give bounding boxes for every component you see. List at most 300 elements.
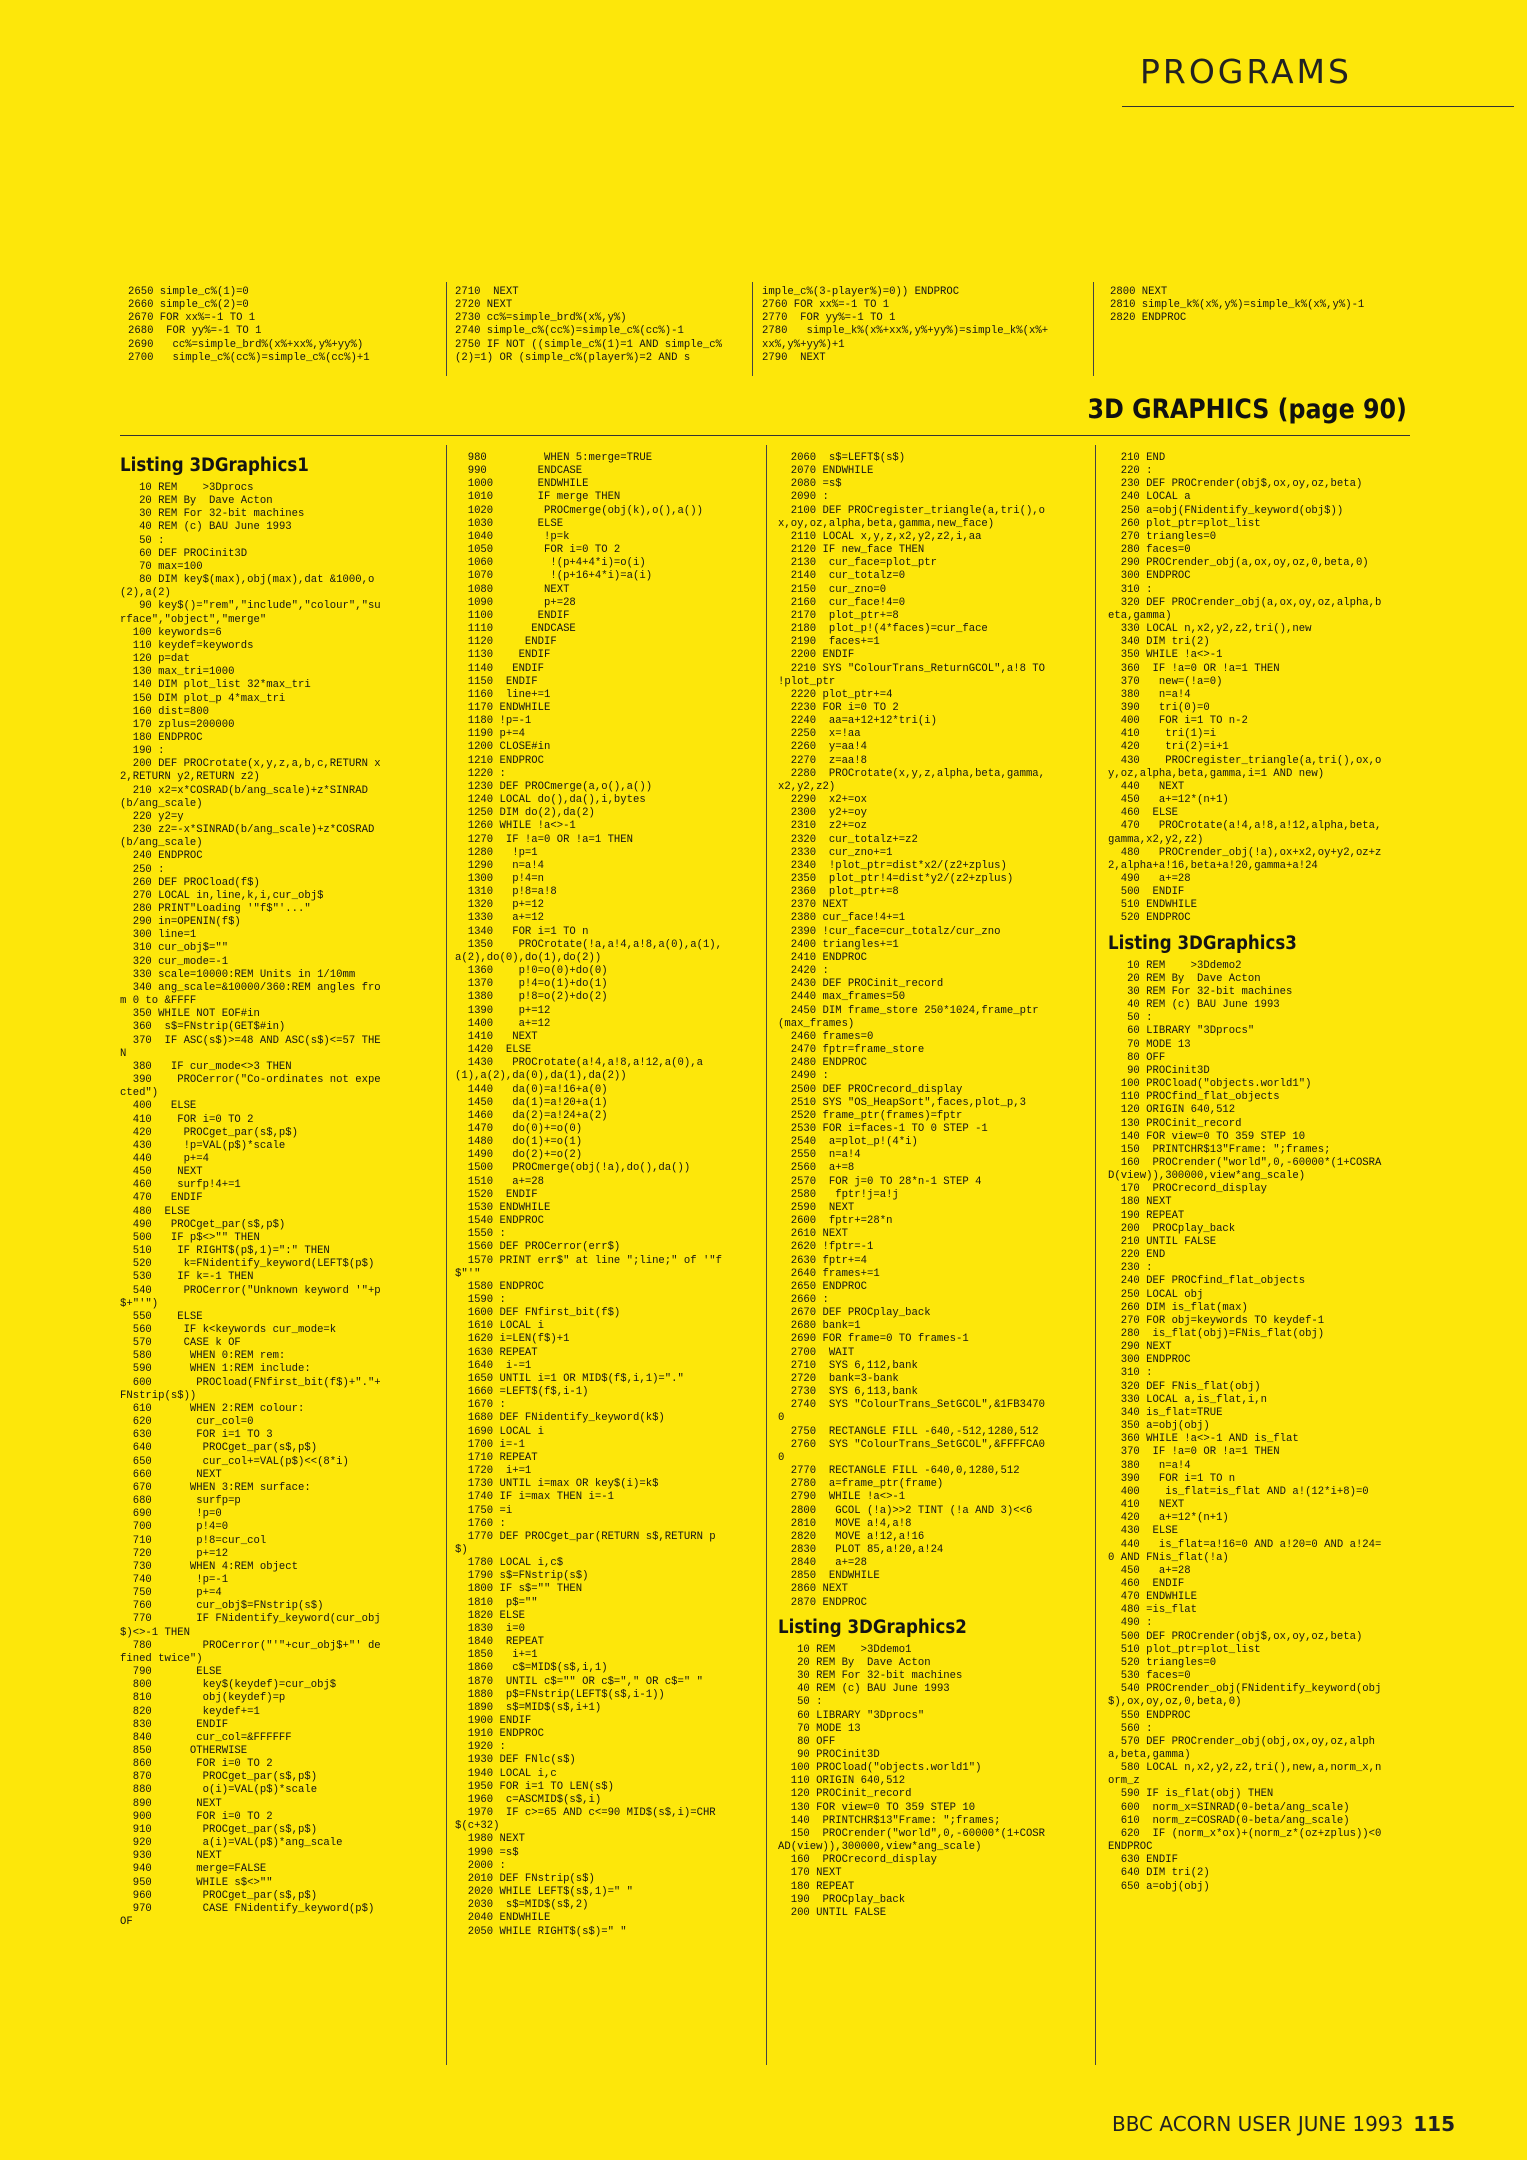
code-line: 2820 MOVE a!12,a!16 [778,1530,925,1543]
code-line: 140 PRINTCHR$13"Frame: ";frames; [778,1814,1001,1827]
code-line: 530 IF k=-1 THEN [120,1271,254,1284]
code-line: 1750 =i [455,1504,513,1517]
code-line: 1070 !(p+16+4*i)=a(i) [455,570,653,583]
code-line: 90 PROCinit3D [778,1749,880,1761]
section-divider [120,435,1410,436]
code-line: 180 NEXT [1108,1196,1172,1209]
code-line: 590 IF is_flat(obj) THEN [1108,1788,1274,1801]
header-rule [1122,106,1514,107]
code-line: 760 cur_obj$=FNstrip(s$) [120,1600,324,1613]
code-line: 1530 ENDWHILE [455,1201,551,1214]
code-line: 420 tri(2)=i+1 [1108,741,1229,754]
code-line: 460 ENDIF [1108,1577,1185,1590]
code-line: 2240 aa=a+12+12*tri(i) [778,715,937,728]
code-line: 1160 line+=1 [455,688,551,701]
code-line: 2290 x2+=ox [778,794,868,807]
code-line: 1980 NEXT [455,1833,525,1846]
code-line: 1490 do(2)+=o(2) [455,1149,583,1162]
code-line: 200 UNTIL FALSE [778,1906,887,1919]
code-line: 590 WHEN 1:REM include: [120,1363,311,1376]
code-line: 350 a=obj(obj) [1108,1420,1210,1433]
code-line: 1740 IF i=max THEN i=-1 [455,1491,614,1504]
code-line: 1510 a+=28 [455,1175,545,1188]
code-line: 290 in=OPENIN(f$) [120,916,241,929]
code-line: 2160 cur_face!4=0 [778,596,906,609]
code-line: 860 FOR i=0 TO 2 [120,1758,273,1771]
code-line: 30 REM For 32-bit machines [778,1670,963,1683]
code-line: 620 cur_col=0 [120,1416,254,1429]
code-line: 1200 CLOSE#in [455,741,551,754]
code-line: 800 key$(keydef)=cur_obj$ [120,1679,337,1692]
code-line: 1620 i=LEN(f$)+1 [455,1333,570,1346]
code-line: 240 LOCAL a [1108,491,1191,504]
code-line: 740 !p=-1 [120,1573,229,1586]
code-line: 2170 plot_ptr+=8 [778,609,899,622]
code-line: 1330 a+=12 [455,912,545,925]
code-line: 440 NEXT [1108,780,1185,793]
code-column-4 [1108,452,1388,1894]
code-line: 990 ENDCASE [455,465,583,478]
code-line: 1360 p!0=o(0)+do(0) [455,965,608,978]
code-line: 250 LOCAL obj [1108,1288,1204,1301]
code-line: 880 o(i)=VAL(p$)*scale [120,1784,318,1797]
code-line: 1600 DEF FNfirst_bit(f$) [455,1307,621,1320]
code-line: 1640 i-=1 [455,1359,532,1372]
code-line: 2620 !fptr=-1 [778,1241,874,1254]
code-line: 1940 LOCAL i,c [455,1767,557,1780]
code-line: 380 n=a!4 [1108,1459,1191,1472]
code-line: 1550 : [455,1228,506,1241]
code-line: 1540 ENDPROC [455,1215,545,1228]
code-line: 330 LOCAL a,is_flat,i,n [1108,1393,1267,1406]
code-line: 870 PROCget_par(s$,p$) [120,1771,318,1784]
code-line: 2320 cur_totalz+=z2 [778,833,918,846]
code-line: 2810 MOVE a!4,a!8 [778,1517,912,1530]
code-line: 2140 cur_totalz=0 [778,570,906,583]
code-line: 1960 c=ASCMID$(s$,i) [455,1793,602,1806]
code-line: 630 FOR i=1 TO 3 [120,1429,273,1442]
code-line: 1060 !(p+4+4*i)=o(i) [455,557,646,570]
code-line: 520 k=FNidentify_keyword(LEFT$(p$) [120,1258,375,1271]
code-line: 510 ENDWHILE [1108,899,1198,912]
code-line: 2600 fptr+=28*n [778,1215,893,1228]
code-line: 260 DEF PROCload(f$) [120,876,260,889]
code-line: 2650 simple_c%(1)=0 [128,286,249,298]
code-line: 580 LOCAL n,x2,y2,z2,tri(),new,a,norm_x,norm_z [1108,1762,1382,1788]
code-line: 20 REM By Dave Acton [120,495,273,508]
code-line: 750 p+=4 [120,1587,222,1600]
code-line: 690 !p=0 [120,1508,222,1521]
code-line: 2050 WHILE RIGHT$(s$)=" " [455,1925,627,1938]
code-line: 970 CASE FNidentify_keyword(p$) OF [120,1902,381,1929]
code-line: 60 LIBRARY "3Dprocs" [778,1709,925,1722]
code-line: 2030 s$=MID$(s$,2) [455,1899,589,1912]
code-line: 570 DEF PROCrender_obj(obj,ox,oy,oz,alpha,beta,gamma) [1108,1735,1376,1761]
column-rule [446,282,447,376]
code-line: 1370 p!4=o(1)+do(1) [455,978,608,991]
code-line: 230 z2=-x*SINRAD(b/ang_scale)+z*COSRAD(b/ang_scale) [120,824,375,850]
code-line: 1520 ENDIF [455,1188,538,1201]
code-line: 1820 ELSE [455,1609,525,1622]
section-header: PROGRAMS [1140,52,1352,91]
code-line: 360 IF !a=0 OR !a=1 THEN [1108,662,1280,675]
code-line: 2740 simple_c%(cc%)=simple_c%(cc%)-1 [455,325,684,338]
code-line: 1730 UNTIL i=max OR key$(i)=k$ [455,1478,659,1491]
code-line: 200 PROCplay_back [1108,1222,1236,1235]
code-line: 1130 ENDIF [455,649,551,662]
code-line: 1680 DEF FNidentify_keyword(k$) [455,1412,665,1425]
code-line: 1760 : [455,1517,506,1530]
code-line: 40 REM (c) BAU June 1993 [120,521,292,534]
code-line: 2820 ENDPROC [1110,312,1187,325]
code-line: 2710 SYS 6,112,bank [778,1359,918,1372]
code-line: 490 a+=28 [1108,873,1191,885]
code-line: 300 line=1 [120,929,197,942]
code-line: 700 p!4=0 [120,1521,229,1534]
code-line: 2790 NEXT [762,351,826,364]
code-line: 120 p=dat [120,653,190,666]
code-line: 2610 NEXT [778,1228,848,1241]
code-line: 1610 LOCAL i [455,1320,545,1333]
code-line: 2020 WHILE LEFT$(s$,1)=" " [455,1886,634,1899]
code-line: 140 DIM plot_list 32*max_tri [120,679,311,692]
code-line: 1710 REPEAT [455,1451,538,1464]
top-code-col-1 [128,286,408,365]
code-line: 950 WHILE s$<>"" [120,1876,273,1889]
code-line: 550 ENDPROC [1108,1709,1191,1722]
code-line: 440 is_flat=a!16=0 AND a!20=0 AND a!24=0 AND FNis_flat(!a) [1108,1538,1382,1564]
code-line: 2660 : [778,1294,829,1306]
code-line: 2380 cur_face!4+=1 [778,912,906,925]
code-line: 840 cur_col=&FFFFFF [120,1731,292,1744]
code-line: 470 PROCrotate(a!4,a!8,a!12,alpha,beta,gamma,x2,y2,z2) [1108,820,1382,846]
code-line: 2770 FOR yy%=-1 TO 1 [762,312,896,325]
code-line: 1650 UNTIL i=1 OR MID$(f$,i,1)="." [455,1372,684,1385]
code-line: 1120 ENDIF [455,636,557,649]
code-line: 2440 max_frames=50 [778,991,906,1004]
code-line: 1090 p+=28 [455,596,576,609]
code-line: 2540 a=plot_p!(4*i) [778,1136,918,1149]
code-line: 430 !p=VAL(p$)*scale [120,1139,286,1152]
code-line: 270 FOR obj=keywords TO keydef-1 [1108,1314,1325,1327]
code-line: 1590 : [455,1294,506,1306]
code-line: 180 REPEAT [778,1880,855,1893]
listing-heading: Listing 3DGraphics1 [120,455,309,476]
code-line: 100 PROCload("objects.world1") [1108,1078,1312,1091]
code-line: 1010 IF merge THEN [455,491,621,504]
code-line: 280 PRINT"Loading '"f$"'..." [120,903,311,915]
code-line: 2040 ENDWHILE [455,1912,551,1925]
code-line: 140 FOR view=0 TO 359 STEP 10 [1108,1130,1306,1143]
column-rule [1093,282,1094,376]
code-line: 20 REM By Dave Acton [1108,972,1261,985]
code-line: 1320 p+=12 [455,899,545,912]
code-line: 2800 GCOL (!a)>>2 TINT (!a AND 3)<<6 [778,1504,1033,1517]
code-line: 2850 ENDWHILE [778,1570,880,1583]
code-line: 1080 NEXT [455,583,570,596]
code-line: 350 WHILE !a<>-1 [1108,649,1223,662]
code-line: 50 : [120,534,165,547]
code-line: 220 : [1108,465,1153,478]
code-line: 2220 plot_ptr+=4 [778,688,893,701]
code-line: 1020 PROCmerge(obj(k),o(),a()) [455,504,703,517]
code-line: 1580 ENDPROC [455,1280,545,1293]
code-line: 420 PROCget_par(s$,p$) [120,1126,299,1139]
code-line: 480 =is_flat [1108,1604,1198,1617]
code-line: 40 REM (c) BAU June 1993 [1108,999,1280,1012]
code-line: 680 surfp=p [120,1495,241,1508]
code-line: 340 ang_scale=&10000/360:REM angles from 0 to &FFFF [120,981,381,1008]
code-line: 460 surfp!4+=1 [120,1179,241,1192]
code-line: 2700 simple_c%(cc%)=simple_c%(cc%)+1 [128,351,370,364]
code-line: 220 END [1108,1249,1166,1262]
code-line: 410 tri(1)=i [1108,728,1217,741]
code-line: 500 DEF PROCrender(obj$,ox,oy,oz,beta) [1108,1630,1363,1643]
code-line: 170 NEXT [778,1867,842,1880]
code-line: 2780 a=frame_ptr(frame) [778,1478,944,1491]
code-line: 390 FOR i=1 TO n [1108,1472,1236,1485]
column-rule [766,445,767,2065]
code-line: 2090 : [778,491,829,504]
code-line: 240 DEF PROCfind_flat_objects [1108,1275,1306,1288]
code-line: 2760 SYS "ColourTrans_SetGCOL",&FFFFCA00 [778,1438,1046,1464]
code-line: 2690 FOR frame=0 TO frames-1 [778,1333,969,1346]
code-line: 1500 PROCmerge(obj(!a),do(),da()) [455,1162,691,1175]
code-line: 1900 ENDIF [455,1715,532,1727]
code-line: 1780 LOCAL i,c$ [455,1557,564,1570]
code-line: 70 max=100 [120,560,203,573]
code-line: 550 ELSE [120,1310,203,1323]
code-line: 1390 p+=12 [455,1004,551,1017]
code-line: 230 : [1108,1262,1153,1275]
code-line: 2070 ENDWHILE [778,465,874,478]
code-line: 830 ENDIF [120,1718,229,1731]
code-line: 660 NEXT [120,1468,222,1481]
code-line: 130 PROCinit_record [1108,1117,1242,1130]
code-line: 160 dist=800 [120,705,210,718]
code-line: 1790 s$=FNstrip(s$) [455,1570,589,1583]
code-line: 900 FOR i=0 TO 2 [120,1810,273,1823]
code-line: 1310 p!8=a!8 [455,886,557,899]
code-line: 30 REM For 32-bit machines [120,508,305,521]
code-line: 2430 DEF PROCinit_record [778,978,944,991]
code-line: 2360 plot_ptr+=8 [778,886,899,899]
code-line: 1860 c$=MID$(s$,i,1) [455,1662,608,1675]
code-line: 710 p!8=cur_col [120,1534,267,1547]
top-code-col-2 [455,286,735,365]
code-line: 520 triangles=0 [1108,1656,1217,1669]
code-line: 350 WHILE NOT EOF#in [120,1008,260,1021]
code-line: 400 is_flat=is_flat AND a!(12*i+8)=0 [1108,1485,1369,1498]
code-line: 450 a+=28 [1108,1564,1191,1577]
code-line: 1290 n=a!4 [455,859,545,872]
code-line: 170 PROCrecord_display [1108,1183,1267,1196]
code-line: 2700 WAIT [778,1346,855,1359]
code-line: 290 NEXT [1108,1341,1172,1354]
code-line: 340 is_flat=TRUE [1108,1406,1223,1419]
code-line: 2670 DEF PROCplay_back [778,1307,931,1320]
code-line: 600 PROCload(FNfirst_bit(f$)+"."+FNstrip(s$)) [120,1376,381,1402]
code-line: 1570 PRINT err$" at line ";line;" of '"f$"'" [455,1254,723,1280]
code-line: 10 REM >3Dprocs [120,482,254,494]
code-line: 2340 !plot_ptr=dist*x2/(z2+zplus) [778,859,1007,872]
code-line: 320 cur_mode=-1 [120,955,229,968]
code-line: 60 LIBRARY "3Dprocs" [1108,1025,1255,1038]
code-line: 1410 NEXT [455,1030,538,1043]
code-line: 410 NEXT [1108,1499,1185,1512]
code-line: 2740 SYS "ColourTrans_SetGCOL",&1FB34700 [778,1399,1046,1425]
code-line: 2570 FOR j=0 TO 28*n-1 STEP 4 [778,1175,982,1188]
code-line: 1350 PROCrotate(!a,a!4,a!8,a(0),a(1),a(2),do(0),do(1),do(2)) [455,938,723,964]
code-line: 210 x2=x*COSRAD(b/ang_scale)+z*SINRAD(b/ang_scale) [120,784,368,810]
code-line: 1190 p+=4 [455,728,525,741]
code-line: 2840 a+=28 [778,1557,868,1570]
code-line: 2180 plot_p!(4*faces)=cur_face [778,623,988,636]
code-line: 980 WHEN 5:merge=TRUE [455,452,653,464]
code-line: 610 WHEN 2:REM colour: [120,1402,305,1415]
code-line: 1850 i+=1 [455,1649,538,1662]
code-line: 330 LOCAL n,x2,y2,z2,tri(),new [1108,623,1312,636]
code-line: 2730 cc%=simple_brd%(x%,y%) [455,312,627,325]
code-line: 120 ORIGIN 640,512 [1108,1104,1236,1117]
top-code-col-4 [1110,286,1400,325]
code-line: 450 a+=12*(n+1) [1108,794,1229,807]
code-line: 2650 ENDPROC [778,1280,868,1293]
code-line: 280 is_flat(obj)=FNis_flat(obj) [1108,1328,1325,1340]
code-line: 1210 ENDPROC [455,754,545,767]
code-line: 960 PROCget_par(s$,p$) [120,1889,318,1902]
code-line: 1030 ELSE [455,517,564,530]
code-line: 2720 NEXT [455,299,513,312]
code-line: 2810 simple_k%(x%,y%)=simple_k%(x%,y%)-1 [1110,299,1365,312]
code-line: 2860 NEXT [778,1583,848,1596]
code-line: 2300 y2+=oy [778,807,868,820]
code-line: 330 scale=10000:REM Units in 1/10mm [120,968,356,981]
code-line: 480 PROCrender_obj(!a),ox+x2,oy+y2,oz+z2,alpha+a!16,beta+a!20,gamma+a!24 [1108,846,1382,872]
code-line: 650 cur_col+=VAL(p$)<<(8*i) [120,1455,349,1468]
code-line: 1890 s$=MID$(s$,i+1) [455,1701,602,1714]
code-line: 2210 SYS "ColourTrans_ReturnGCOL",a!8 TO !plot_ptr [778,662,1052,688]
code-line: 1990 =s$ [455,1846,519,1859]
code-line: 240 ENDPROC [120,850,203,863]
code-line: 1480 do(1)+=o(1) [455,1136,583,1149]
code-line: 320 DEF PROCrender_obj(a,ox,oy,oz,alpha,beta,gamma) [1108,596,1382,622]
code-line: 2490 : [778,1070,829,1083]
code-line: 270 triangles=0 [1108,530,1217,543]
code-line: 2870 ENDPROC [778,1596,868,1609]
code-line: 2460 frames=0 [778,1030,874,1043]
code-line: 500 ENDIF [1108,886,1185,899]
code-line: 2680 FOR yy%=-1 TO 1 [128,325,262,338]
code-line: 780 PROCerror("'"+cur_obj$+"' defined twice") [120,1639,381,1665]
code-line: 810 obj(keydef)=p [120,1692,286,1705]
code-line: 580 WHEN 0:REM rem: [120,1350,286,1363]
code-line: 80 OFF [778,1735,836,1748]
code-line: 290 PROCrender_obj(a,ox,oy,oz,0,beta,0) [1108,557,1369,570]
code-line: 1560 DEF PROCerror(err$) [455,1241,621,1254]
code-line: 310 : [1108,1367,1153,1380]
article-title: 3D GRAPHICS (page 90) [1087,394,1407,425]
code-line: 930 NEXT [120,1850,222,1863]
code-line: 640 DIM tri(2) [1108,1867,1210,1880]
code-line: 2800 NEXT [1110,286,1168,298]
code-line: 270 LOCAL in,line,k,i,cur_obj$ [120,889,324,902]
code-line: 890 NEXT [120,1797,222,1810]
code-line: 70 MODE 13 [778,1722,861,1735]
code-line: 2630 fptr+=4 [778,1254,868,1267]
code-line: 30 REM For 32-bit machines [1108,985,1293,998]
column-rule [446,445,447,2065]
code-line: 1700 i=-1 [455,1438,525,1451]
code-line: 1260 WHILE !a<>-1 [455,820,576,833]
code-line: 2130 cur_face=plot_ptr [778,557,937,570]
code-line: 1100 ENDIF [455,609,570,622]
code-line: 1340 FOR i=1 TO n [455,925,589,938]
code-line: 1040 !p=k [455,530,570,543]
code-line: 400 FOR i=1 TO n-2 [1108,715,1248,728]
code-line: 210 UNTIL FALSE [1108,1235,1217,1248]
code-line: 2280 PROCrotate(x,y,z,alpha,beta,gamma,x2,y2,z2) [778,767,1046,793]
top-code-col-3 [762,286,1052,365]
code-line: 670 WHEN 3:REM surface: [120,1481,311,1494]
code-line: 1950 FOR i=1 TO LEN(s$) [455,1780,614,1793]
code-line: 1220 : [455,767,506,780]
code-line: 1470 do(0)+=o(0) [455,1122,583,1135]
code-line: 120 PROCinit_record [778,1788,912,1801]
code-line: 400 ELSE [120,1100,197,1113]
code-line: 770 IF FNidentify_keyword(cur_obj$)<>-1 THEN [120,1613,381,1639]
code-line: 1270 IF !a=0 OR !a=1 THEN [455,833,634,846]
code-column-1 [120,448,382,1929]
code-line: 280 faces=0 [1108,544,1191,557]
code-line: 910 PROCget_par(s$,p$) [120,1823,318,1836]
code-line: 2480 ENDPROC [778,1057,868,1070]
code-column-3 [778,452,1052,1920]
code-line: 1280 !p=1 [455,846,538,859]
code-line: 2770 RECTANGLE FILL -640,0,1280,512 [778,1465,1020,1478]
code-line: 100 PROCload("objects.world1") [778,1762,982,1775]
code-line: 420 a+=12*(n+1) [1108,1512,1229,1525]
code-line: 1810 p$="" [455,1596,538,1609]
code-line: 2400 triangles+=1 [778,938,899,951]
code-line: 2200 ENDIF [778,649,855,662]
column-rule [1095,445,1096,2065]
code-line: 520 ENDPROC [1108,912,1191,925]
footer [1112,2112,1455,2136]
code-line: 2730 SYS 6,113,bank [778,1386,918,1399]
code-line: 180 ENDPROC [120,731,203,744]
code-line: 130 FOR view=0 TO 359 STEP 10 [778,1801,976,1814]
code-line: 650 a=obj(obj) [1108,1880,1210,1893]
listing-heading: Listing 3DGraphics3 [1108,932,1297,954]
code-line: 150 PROCrender("world",0,-60000*(1+COSRAD(view)),300000,view*ang_scale) [778,1827,1046,1854]
code-line: 2250 x=!aa [778,728,861,741]
code-line: 390 PROCerror("Co-ordinates not expected") [120,1074,381,1100]
column-rule [752,282,753,376]
code-line: 1230 DEF PROCmerge(a,o(),a()) [455,780,653,793]
code-line: 360 WHILE !a<>-1 AND is_flat [1108,1433,1299,1446]
code-line: 2060 s$=LEFT$(s$) [778,452,906,464]
code-line: 320 DEF FNis_flat(obj) [1108,1380,1261,1393]
code-line: 2080 =s$ [778,478,842,491]
code-line: 70 MODE 13 [1108,1038,1191,1051]
code-line: 530 faces=0 [1108,1670,1191,1683]
code-line: 540 PROCrender_obj(FNidentify_keyword(obj$),ox,oy,oz,0,beta,0) [1108,1683,1382,1709]
code-line: 1870 UNTIL c$="" OR c$="," OR c$=" " [455,1675,703,1688]
code-line: 460 ELSE [1108,807,1178,820]
code-line: 2510 SYS "OS_HeapSort",faces,plot_p,3 [778,1096,1026,1109]
code-line: 490 : [1108,1617,1153,1630]
